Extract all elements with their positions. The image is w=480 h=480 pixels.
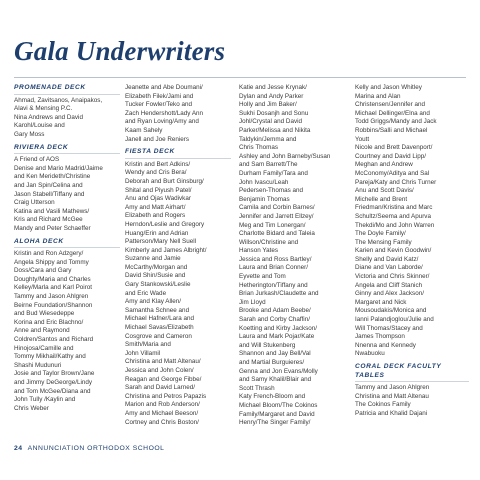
- underwriter-line: Katie and Jesse Krynak/: [239, 84, 307, 91]
- underwriter-line: and Martial Burguieres/: [239, 359, 305, 366]
- underwriter-line: Anne and Raymond: [14, 327, 70, 335]
- underwriter-line: Marion and Rob Anderson/: [125, 401, 200, 409]
- underwriter-line: John Ivascu/Leah: [239, 178, 289, 186]
- underwriter-line: Mandy and Peter Schaeffer: [14, 224, 91, 232]
- underwriter-line: Camila and Corbin Barnes/: [239, 204, 315, 212]
- underwriter-line: Willson/Christine and: [239, 238, 299, 246]
- underwriter-line: Huang/Erin and Adrian: [125, 229, 189, 237]
- underwriter-line: Pareja/Katy and Chris Turner: [355, 178, 437, 186]
- page-footer: [14, 445, 164, 452]
- underwriter-line: Shannon and Jay Bell/Val: [239, 350, 311, 358]
- underwriter-line: Taldykin/Jemma and: [239, 135, 297, 143]
- underwriter-line: Hinojosa/Camille and: [14, 344, 74, 352]
- underwriter-line: Coldren/Santos and Richard: [14, 336, 94, 344]
- underwriter-line: Beirne Foundation/Shannon: [14, 301, 93, 309]
- underwriter-line: Schultz/Seema and Apurva: [355, 212, 431, 220]
- underwriter-line: Kristin and Ron Adzgery/: [14, 250, 84, 258]
- section-heading: PROMENADE DECK: [14, 84, 86, 91]
- underwriter-line: John Villamil: [125, 349, 161, 357]
- underwriter-line: Eyvette and Tom: [239, 273, 286, 281]
- underwriter-line: Tucker Fowler/Teko and: [125, 101, 192, 109]
- underwriter-line: Elizabeth Filek/Jami and: [125, 92, 194, 100]
- underwriter-line: Thekdi/Mo and John Warren: [355, 221, 435, 229]
- underwriter-line: Michael Hafner/Lara and: [125, 315, 194, 323]
- underwriter-line: Wendy and Cris Bera/: [125, 169, 187, 177]
- title-divider: [14, 77, 466, 78]
- underwriter-line: Diane and Van Laborde/: [355, 264, 423, 272]
- underwriter-line: Angela Shippy and Tommy: [14, 258, 89, 266]
- section-divider: [14, 247, 120, 248]
- column-3: [239, 84, 345, 432]
- underwriter-line: Courtney and David Lipp/: [355, 152, 427, 160]
- underwriter-line: A Friend of AOS: [14, 156, 60, 164]
- underwriter-line: Christina and Matt Altenau: [355, 392, 429, 400]
- underwriter-line: Doughty/Maria and Charles: [14, 275, 91, 283]
- underwriter-line: and Will Stukenberg: [239, 341, 296, 349]
- underwriter-line: Nwabuoku: [355, 350, 385, 358]
- section-heading: CORAL DECK FACULTY TABLES: [355, 363, 442, 379]
- deck-section: [125, 148, 231, 427]
- page-title: Gala Underwriters: [14, 36, 226, 66]
- underwriter-line: Mousoudakis/Monica and: [355, 307, 427, 315]
- underwriter-line: Denise and Mario Madrid/Jaime: [14, 164, 103, 172]
- underwriter-line: Amy and Michael Beeson/: [125, 409, 199, 417]
- deck-section: [355, 363, 469, 419]
- underwriter-line: Victoria and Chris Skinner/: [355, 273, 430, 281]
- underwriter-line: and Bud Wiesedeppe: [14, 310, 75, 318]
- underwriter-line: Kaam Sahely: [125, 126, 163, 134]
- deck-section: [125, 84, 231, 144]
- underwriter-line: and Jimmy DeGeorge/Lindy: [14, 379, 93, 386]
- underwriter-line: Family/Margaret and David: [239, 410, 315, 418]
- underwriter-line: Anu and Ojas Wadivkar: [125, 195, 191, 203]
- underwriter-line: Doss/Cara and Gary: [14, 267, 72, 275]
- underwriter-line: Sukhi Dosanjh and Sonu: [239, 109, 309, 117]
- underwriter-line: Suzanne and Jamie: [125, 255, 181, 263]
- section-divider: [14, 94, 120, 95]
- footer-org-name: ANNUNCIATION ORTHODOX SCHOOL: [27, 445, 165, 452]
- underwriter-line: Hetherington/Tiffany and: [239, 281, 308, 289]
- underwriter-line: and Sam Barrett/The: [239, 161, 298, 169]
- underwriter-line: Jessica and Ross Bartley/: [239, 255, 312, 263]
- underwriter-line: The Mensing Family: [355, 238, 412, 246]
- underwriter-line: Samantha Schnee and: [125, 306, 190, 314]
- underwriter-line: Tommy Mikhail/Kathy and: [14, 353, 86, 361]
- underwriter-line: Kristin and Bert Adkins/: [125, 160, 191, 168]
- underwriter-line: and Ryan Loving/Amy and: [125, 118, 199, 126]
- underwriter-line: David Shin/Susie and: [125, 272, 186, 280]
- underwriter-line: Jennifer and Jarrett Ellzey/: [239, 212, 314, 220]
- underwriter-line: Johl/Crystal and David: [239, 118, 302, 126]
- underwriter-line: Michael Savas/Elizabeth: [125, 324, 194, 332]
- underwriter-line: Hanson Yates: [239, 247, 278, 255]
- underwriter-line: Benjamin Thomas: [239, 195, 290, 203]
- section-heading: FIESTA DECK: [125, 148, 175, 156]
- underwriter-line: John Tully /Kaylin and: [14, 396, 76, 404]
- underwriter-line: McCarthy/Morgan and: [125, 263, 188, 271]
- underwriter-line: Sarah and David Larned/: [125, 384, 196, 392]
- underwriter-line: Marina and Alan: [355, 92, 401, 100]
- underwriter-line: Youtt: [355, 135, 370, 143]
- underwriter-line: Durham Family/Tara and: [239, 169, 308, 177]
- underwriter-line: Christina and Matt Altenau/: [125, 358, 201, 366]
- underwriter-line: Robbins/Salli and Michael: [355, 126, 428, 134]
- underwriter-line: Chris Thomas: [239, 144, 279, 152]
- underwriter-line: Laura and Mark Pojar/Kate: [239, 333, 315, 341]
- underwriter-line: Herndon/Leslie and Gregory: [125, 220, 205, 228]
- underwriter-line: Alavi & Mensing P.C.: [14, 105, 73, 113]
- underwriter-line: Nicole and Brett Davenport/: [355, 144, 433, 152]
- underwriter-line: Scott Thrash: [239, 384, 275, 392]
- underwriter-line: Reagan and George Fibbe/: [125, 375, 202, 383]
- underwriter-line: Nnenna and Kennedy: [355, 341, 416, 349]
- underwriter-line: Craig Utterson: [14, 199, 55, 207]
- section-divider: [14, 153, 120, 154]
- underwriter-line: Tammy and Jason Ahlgren: [355, 384, 430, 392]
- underwriter-line: Patterson/Mary Nell Suell: [125, 238, 197, 246]
- column-2: [125, 84, 231, 431]
- underwriter-line: Todd Griggs/Mandy and Jack: [355, 118, 437, 126]
- deck-section: [239, 84, 345, 428]
- underwriter-line: Patricia and Khalid Dajani: [355, 409, 428, 417]
- underwriter-line: Michael Bloom/The Cokinos: [239, 401, 318, 409]
- column-1: [14, 84, 120, 417]
- underwriter-line: Karohl/Louise and: [14, 122, 65, 130]
- underwriter-line: Meg and Tim Lonergan/: [239, 221, 306, 229]
- underwriter-line: Ashley and John Barneby/Susan: [239, 152, 331, 160]
- underwriter-line: Jason Stabell/Tiffany and: [14, 190, 85, 198]
- section-divider: [355, 381, 469, 382]
- underwriter-line: Genna and Jon Evans/Molly: [239, 367, 318, 375]
- underwriter-line: Tammy and Jason Ahlgren: [14, 293, 89, 301]
- underwriter-line: Brooke and Adam Beebe/: [239, 307, 311, 315]
- underwriter-line: Deborah and Burt Ginsburg/: [125, 177, 204, 185]
- underwriter-line: Michael Dellinger/Elna and: [355, 109, 430, 117]
- underwriter-line: Charlotte Bidard and Taleia: [239, 230, 315, 238]
- underwriter-line: and Tom McGee/Diana and: [14, 387, 91, 395]
- underwriter-line: Elizabeth and Rogers: [125, 212, 186, 220]
- underwriter-line: McConomy/Aditya and Sal: [355, 169, 430, 177]
- underwriter-line: Jim Lloyd: [239, 298, 266, 306]
- underwriter-line: and Eric Wade: [125, 289, 167, 297]
- page-number: 24: [14, 445, 23, 452]
- underwriter-line: Kelley/Marla and Karl Poirot: [14, 284, 93, 292]
- underwriter-line: Christensen/Jennifer and: [355, 101, 426, 109]
- underwriter-line: Margaret and Nick: [355, 298, 407, 306]
- underwriter-line: Katina and Vasili Mathews/: [14, 207, 90, 215]
- underwriter-line: Dylan and Andy Parker: [239, 92, 304, 100]
- underwriter-line: Ginny and Alex Jackson/: [355, 290, 424, 298]
- underwriter-line: Michelle and Brent: [355, 195, 408, 203]
- underwriter-line: Ianni Palandjoglou/Julie and: [355, 316, 434, 324]
- underwriter-line: Amy and Klay Allen/: [125, 298, 182, 306]
- underwriter-line: Janell and Joe Reniers: [125, 135, 190, 143]
- underwriter-line: Friedman/Kristina and Marc: [355, 204, 433, 212]
- underwriter-line: Kimberly and James Albright/: [125, 246, 207, 254]
- underwriter-line: and Ken Merideth/Christine: [14, 173, 91, 181]
- underwriter-line: Pedersen-Thomas and: [239, 187, 304, 195]
- underwriter-line: Koetting and Kirby Jackson/: [239, 324, 318, 332]
- underwriter-line: Amy and Matt Airhart/: [125, 203, 186, 211]
- underwriter-line: Jeanette and Abe Doumani/: [125, 84, 203, 91]
- deck-section: [355, 84, 469, 359]
- underwriter-line: Shital and Piyush Patel/: [125, 186, 192, 194]
- underwriter-line: Kris and Richard McGee: [14, 216, 83, 224]
- underwriter-line: Laura and Brian Conner/: [239, 264, 308, 272]
- column-4: [355, 84, 469, 423]
- underwriter-line: Shelly and David Katz/: [355, 255, 419, 263]
- underwriter-line: Will Thomas/Stacey and: [355, 324, 423, 332]
- underwriter-line: Zach Hendershott/Lady Ann: [125, 109, 204, 117]
- underwriter-line: Karien and Kevin Goodwin/: [355, 247, 432, 255]
- underwriter-line: Jessica and John Colen/: [125, 367, 194, 374]
- underwriter-line: Sarah and Corby Chaffin/: [239, 316, 310, 324]
- underwriter-line: Chris Weber: [14, 404, 49, 412]
- underwriter-line: Brian Jurkash/Claudette and: [239, 290, 319, 298]
- section-heading: RIVIERA DECK: [14, 143, 69, 151]
- underwriter-line: Katy French-Bloom and: [239, 393, 306, 401]
- underwriter-line: Christina and Petros Papazis: [125, 392, 207, 400]
- underwriter-line: Kelly and Jason Whitley: [355, 84, 422, 91]
- underwriter-line: James Thompson: [355, 333, 405, 341]
- underwriter-line: Gary Moss: [14, 130, 45, 138]
- deck-section: [14, 238, 120, 414]
- underwriter-line: Henry/The Singer Family/: [239, 419, 311, 427]
- underwriter-line: The Cokinos Family: [355, 401, 411, 409]
- underwriter-line: Meghan and Andrew: [355, 161, 413, 169]
- underwriter-line: Shashi Mudunuri: [14, 361, 62, 369]
- underwriter-line: Cosgrove and Cameron: [125, 332, 192, 340]
- underwriter-line: Gary Stankowski/Leslie: [125, 281, 191, 289]
- underwriter-line: Holly and Jim Baker/: [239, 101, 297, 109]
- section-divider: [125, 158, 231, 159]
- underwriter-line: Nina Andrews and David: [14, 113, 83, 121]
- underwriter-line: Parker/Melissa and Nikita: [239, 126, 311, 134]
- underwriter-line: Anu and Scott Davis/: [355, 187, 414, 195]
- underwriter-line: The Doyle Family/: [355, 230, 406, 238]
- underwriter-line: Smith/Maria and: [125, 341, 171, 349]
- underwriter-line: Cortney and Chris Boston/: [125, 418, 199, 426]
- underwriter-line: Ahmad, Zavitsanos, Anaipakos,: [14, 96, 103, 104]
- underwriter-line: and Jan Spin/Celina and: [14, 181, 83, 189]
- underwriter-line: Angela and Cliff Stanich: [355, 281, 423, 289]
- underwriter-line: and Samy Khalil/Blair and: [239, 376, 312, 384]
- underwriter-line: Korina and Eric Blachno/: [14, 318, 84, 326]
- underwriter-line: Josie and Taylor Brown/Jane: [14, 370, 95, 378]
- deck-section: [14, 84, 120, 140]
- deck-section: [14, 144, 120, 234]
- section-heading: ALOHA DECK: [14, 237, 64, 245]
